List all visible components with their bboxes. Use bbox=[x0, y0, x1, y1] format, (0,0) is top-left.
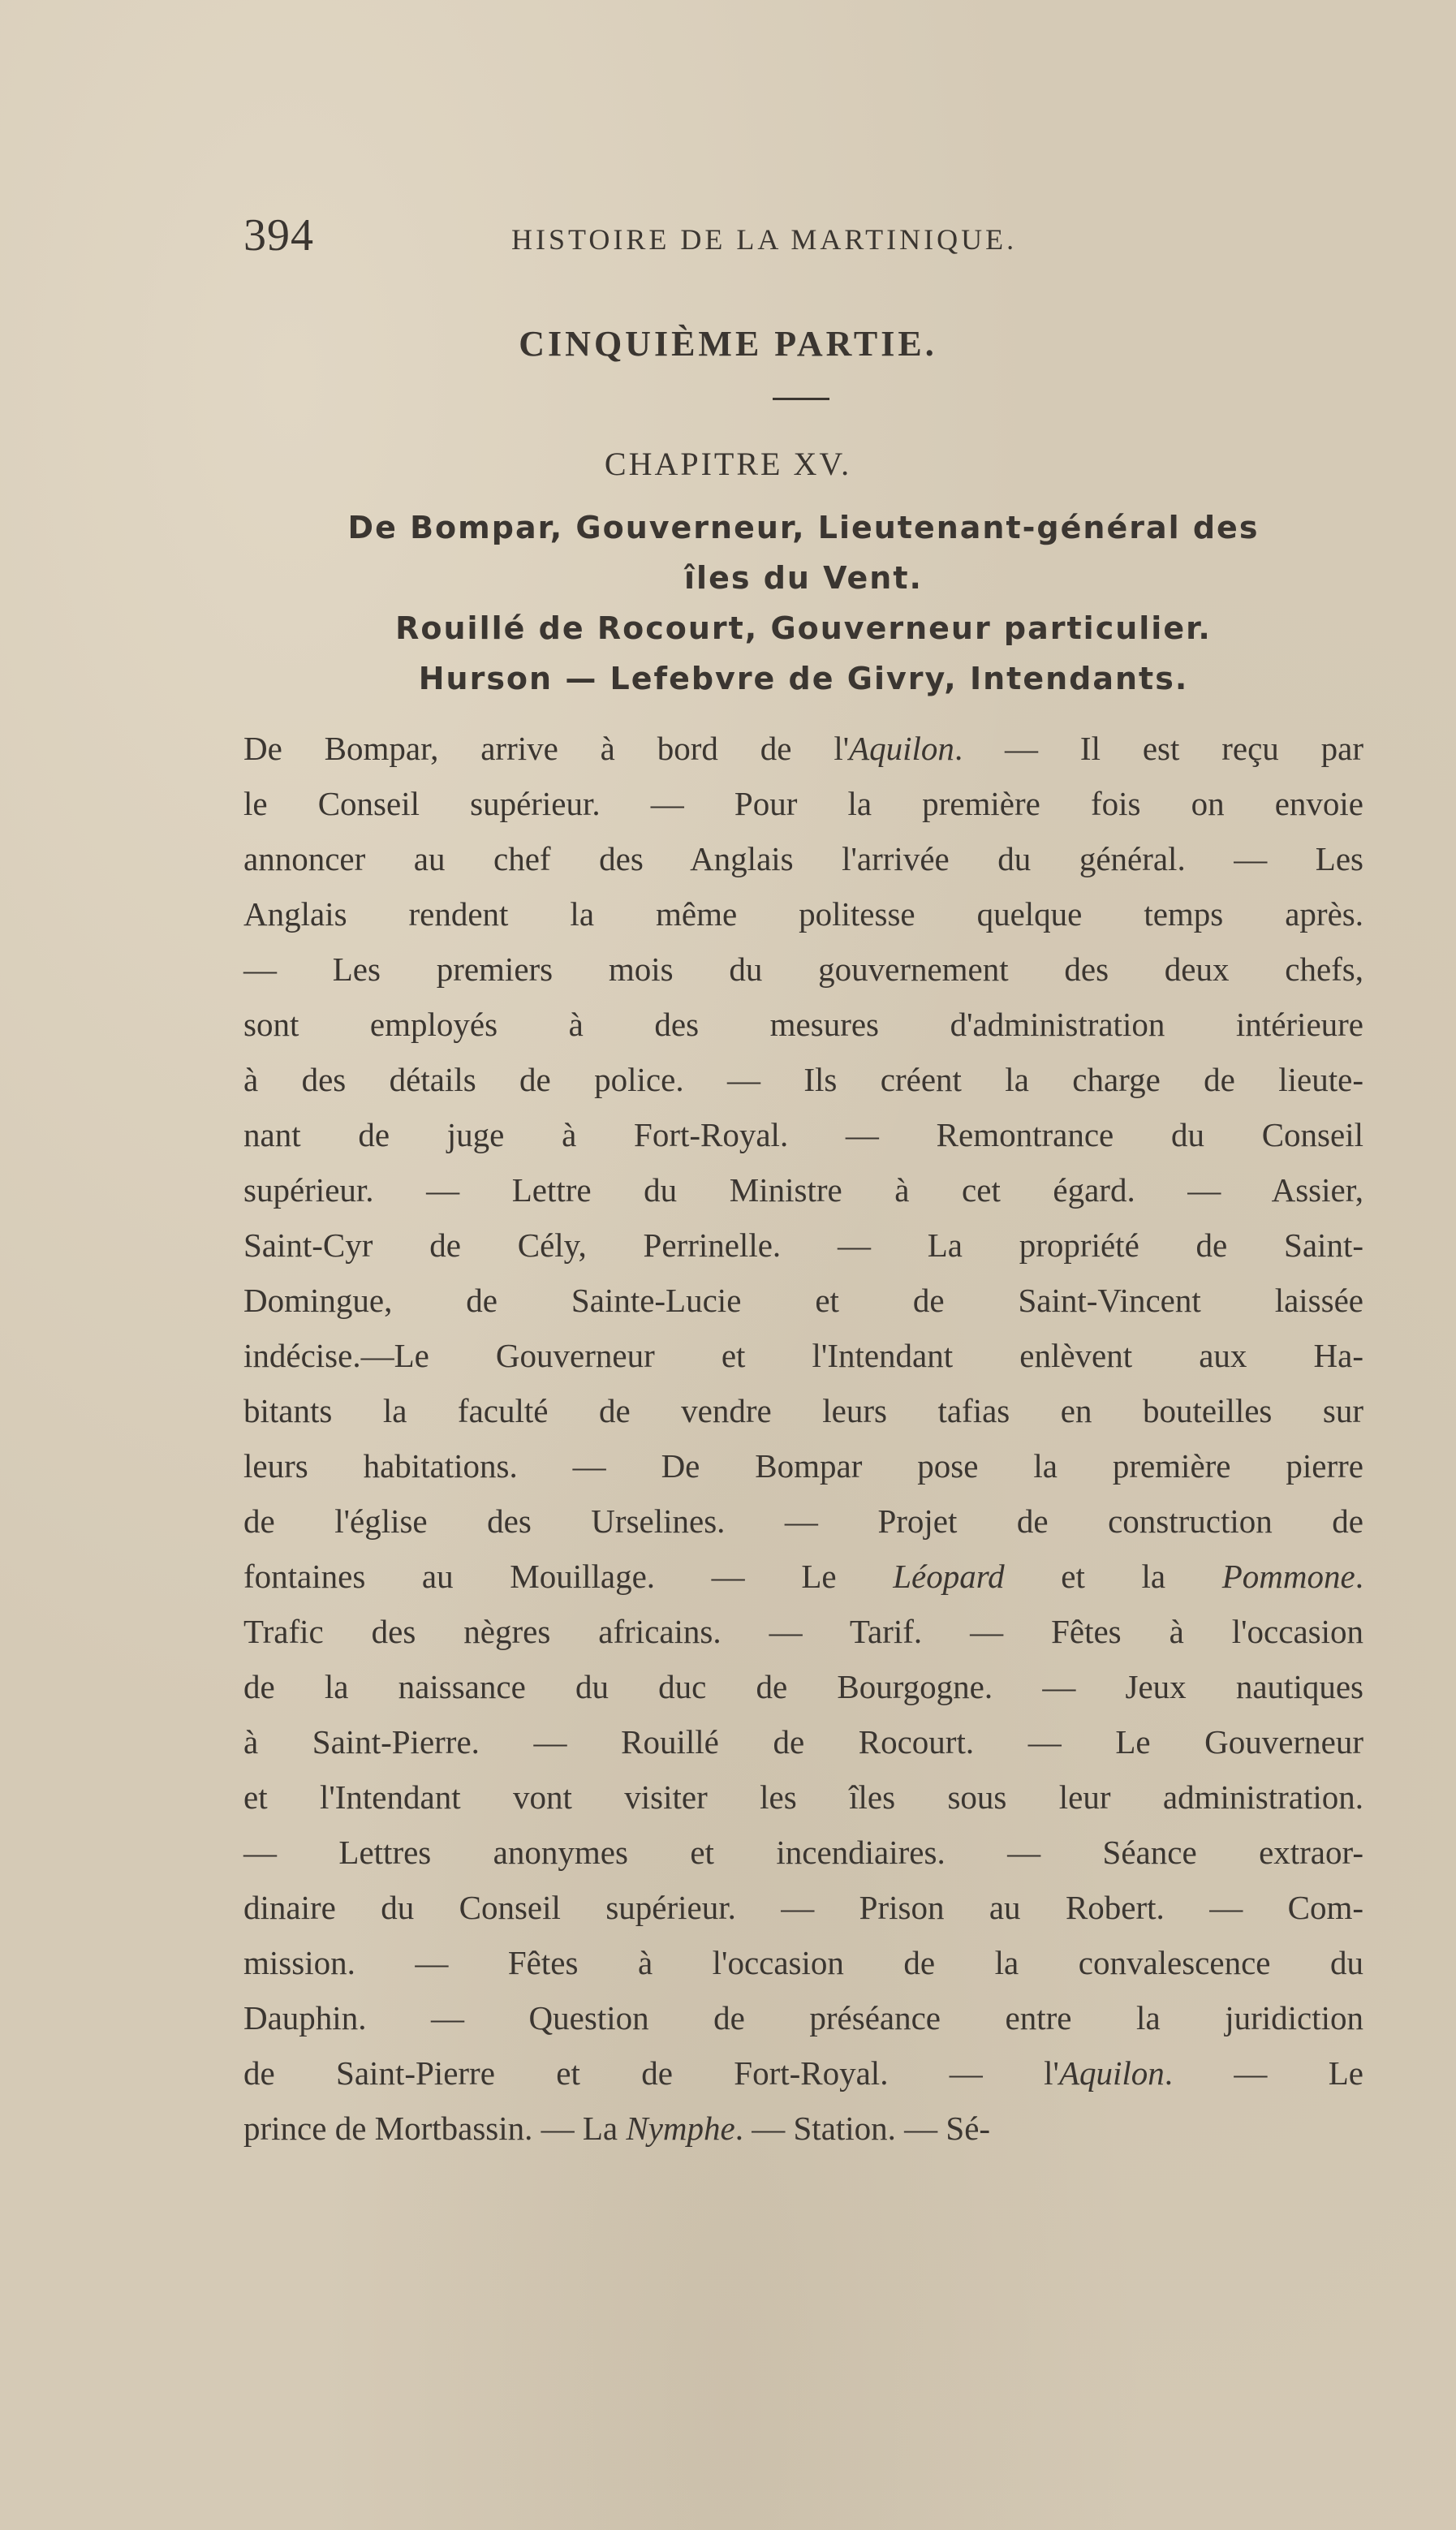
italic-ship-name: Aquilon bbox=[849, 730, 954, 767]
chapter-subtitle-line: îles du Vent. bbox=[684, 560, 923, 596]
italic-ship-name: Nymphe bbox=[626, 2110, 735, 2147]
summary-line bbox=[243, 1880, 1363, 1935]
italic-ship-name: Aquilon bbox=[1058, 2054, 1165, 2092]
summary-line bbox=[243, 886, 1363, 942]
summary-text: de Saint-Pierre et de Fort-Royal. — l' bbox=[243, 2054, 1059, 2092]
summary-text: à des détails de police. — Ils créent la charge de lieute- bbox=[243, 1061, 1363, 1098]
summary-text: mission. — Fêtes à l'occasion de la convalescence du bbox=[243, 1944, 1363, 1981]
summary-text: de la naissance du duc de Bourgogne. — Jeux nautiques bbox=[243, 1668, 1363, 1705]
chapter-subtitle-line: Hurson — Lefebvre de Givry, Intendants. bbox=[418, 661, 1189, 696]
summary-text: dinaire du Conseil supérieur. — Prison au Robert. — Com- bbox=[243, 1889, 1363, 1926]
summary-text: De Bompar, arrive à bord de l' bbox=[243, 730, 850, 767]
summary-line bbox=[243, 1107, 1363, 1162]
divider-rule bbox=[773, 398, 829, 400]
summary-text: Trafic des nègres africains. — Tarif. — Fêtes à l'occasion bbox=[243, 1613, 1363, 1650]
summary-line bbox=[243, 1493, 1363, 1549]
summary-text: . — Station. — Sé- bbox=[734, 2110, 991, 2147]
summary-text: sont employés à des mesures d'administration intérieure bbox=[243, 1006, 1363, 1043]
summary-text: indécise.—Le Gouverneur et l'Intendant enlèvent aux Ha- bbox=[243, 1337, 1363, 1374]
summary-line bbox=[243, 1935, 1363, 1990]
chapter-summary bbox=[243, 721, 1363, 2156]
summary-text: bitants la faculté de vendre leurs tafias en bouteilles sur bbox=[243, 1392, 1363, 1429]
summary-line bbox=[243, 1218, 1363, 1273]
summary-line bbox=[243, 1714, 1363, 1769]
summary-text: Dauphin. — Question de préséance entre la juridiction bbox=[243, 1999, 1363, 2036]
summary-line bbox=[243, 1825, 1363, 1880]
running-head bbox=[243, 209, 1120, 266]
summary-text: . — Le bbox=[1164, 2054, 1363, 2092]
chapter-subtitle-line: Rouillé de Rocourt, Gouverneur particulier. bbox=[395, 610, 1212, 646]
summary-line bbox=[243, 1052, 1363, 1107]
summary-line bbox=[243, 1549, 1363, 1604]
summary-line bbox=[243, 831, 1363, 886]
chapter-title: CHAPITRE XV. bbox=[604, 446, 852, 482]
running-title: HISTOIRE DE LA MARTINIQUE. bbox=[511, 223, 1018, 256]
summary-text: fontaines au Mouillage. — Le bbox=[243, 1558, 894, 1595]
summary-line bbox=[243, 1162, 1363, 1218]
summary-line bbox=[243, 1328, 1363, 1383]
summary-line bbox=[243, 2045, 1363, 2101]
summary-text: le Conseil supérieur. — Pour la première fois on envoie bbox=[243, 785, 1363, 822]
summary-text: Anglais rendent la même politesse quelque temps après. bbox=[243, 895, 1363, 933]
summary-line bbox=[243, 997, 1363, 1052]
summary-line bbox=[243, 1769, 1363, 1825]
italic-ship-name: Léopard bbox=[893, 1558, 1005, 1595]
summary-text: leurs habitations. — De Bompar pose la première pierre bbox=[243, 1447, 1363, 1485]
summary-line bbox=[243, 1659, 1363, 1714]
summary-text: prince de Mortbassin. — La bbox=[243, 2110, 627, 2147]
summary-text: de l'église des Urselines. — Projet de construction de bbox=[243, 1502, 1363, 1540]
summary-text: et l'Intendant vont visiter les îles sous leur administration. bbox=[243, 1778, 1363, 1816]
summary-text: et la bbox=[1004, 1558, 1222, 1595]
part-title: CINQUIÈME PARTIE. bbox=[519, 324, 937, 364]
summary-line bbox=[243, 721, 1363, 776]
summary-text: supérieur. — Lettre du Ministre à cet égard. — Assier, bbox=[243, 1171, 1363, 1209]
chapter-subtitle-line: De Bompar, Gouverneur, Lieutenant-général des bbox=[347, 510, 1260, 545]
summary-line bbox=[243, 1438, 1363, 1493]
summary-text: nant de juge à Fort-Royal. — Remontrance du Conseil bbox=[243, 1116, 1363, 1153]
summary-text: à Saint-Pierre. — Rouillé de Rocourt. — Le Gouverneur bbox=[243, 1723, 1363, 1761]
summary-text: — Les premiers mois du gouvernement des deux chefs, bbox=[243, 950, 1363, 988]
summary-line bbox=[243, 776, 1363, 831]
summary-line bbox=[243, 1604, 1363, 1659]
summary-line bbox=[243, 942, 1363, 997]
summary-line bbox=[243, 1990, 1363, 2045]
summary-text: annoncer au chef des Anglais l'arrivée du général. — Les bbox=[243, 840, 1363, 877]
summary-text: Saint-Cyr de Cély, Perrinelle. — La propriété de Saint- bbox=[243, 1226, 1363, 1264]
summary-text: . — Il est reçu par bbox=[954, 730, 1363, 767]
summary-line bbox=[243, 1273, 1363, 1328]
summary-line bbox=[243, 2101, 1363, 2156]
summary-text: — Lettres anonymes et incendiaires. — Séance extraor- bbox=[243, 1834, 1363, 1871]
summary-text: Domingue, de Sainte-Lucie et de Saint-Vincent laissée bbox=[243, 1282, 1363, 1319]
italic-ship-name: Pommone bbox=[1221, 1558, 1355, 1595]
summary-line bbox=[243, 1383, 1363, 1438]
summary-text: . bbox=[1355, 1558, 1363, 1595]
page-number: 394 bbox=[243, 210, 314, 261]
